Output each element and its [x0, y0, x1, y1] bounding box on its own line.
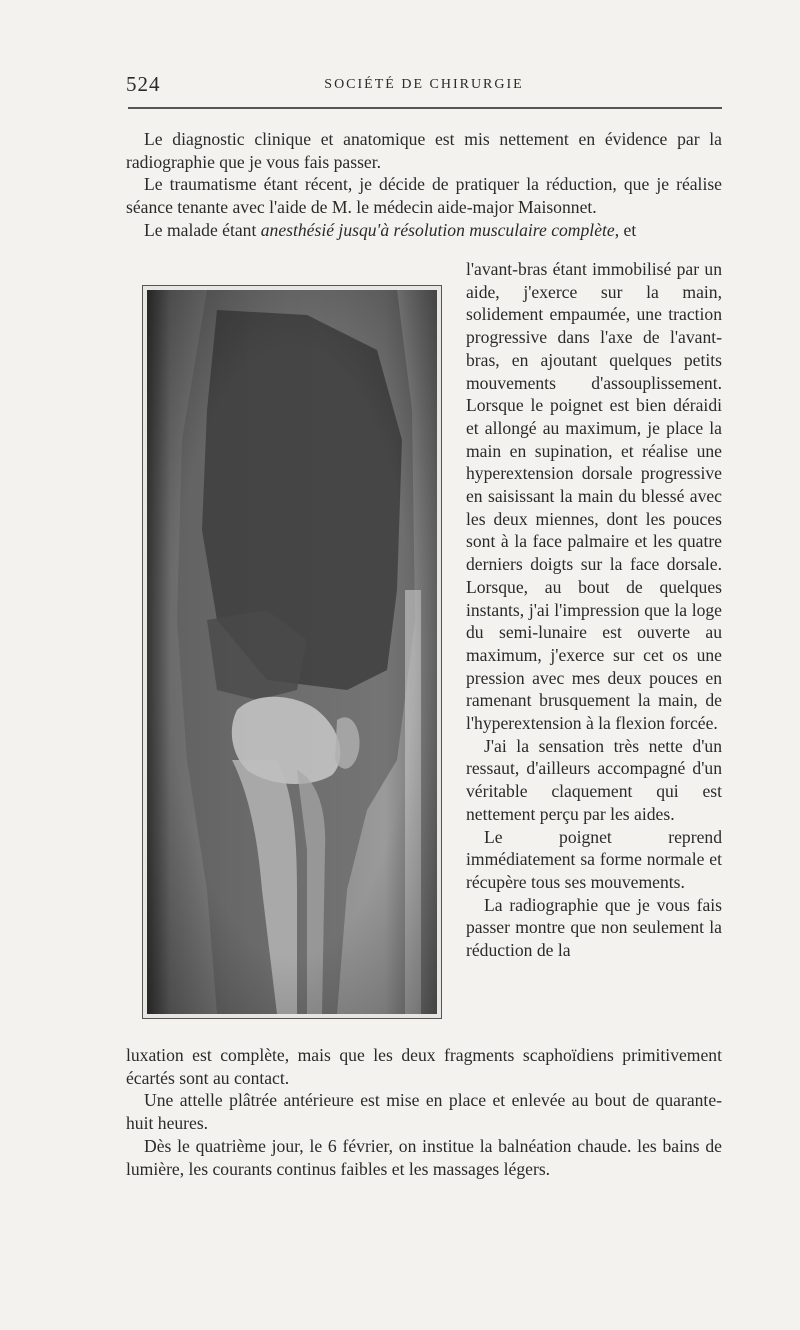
page-header	[126, 70, 722, 98]
paragraph-poignet: Le poignet reprend immédiatement sa forme normale et récupère tous ses mouvements.	[466, 826, 722, 892]
side-column	[466, 258, 722, 962]
paragraph-malade-intro	[126, 219, 722, 242]
top-text-block	[126, 128, 722, 242]
running-head: SOCIÉTÉ DE CHIRURGIE	[324, 77, 524, 92]
bottom-text-block	[126, 1044, 722, 1180]
paragraph-traumatisme: Le traumatisme étant récent, je décide de pratiquer la réduction, que je réalise séance tenante avec l'aide de M. le médecin aide-major Maisonnet.	[126, 174, 722, 218]
paragraph-radiographie-start: La radiographie que je vous fais passer montre que non seulement la réduction de la	[466, 894, 722, 961]
paragraph-balneation: Dès le quatrième jour, le 6 février, on institue la balnéation chaude. les bains de lumière, les courants continus faibles et les massages légers.	[126, 1135, 722, 1179]
page-number: 524	[126, 72, 161, 96]
radiograph-figure	[142, 285, 442, 1019]
paragraph-traction: l'avant-bras étant immobilisé par un aide, j'exerce sur la main, solidement empaumée, une traction progressive dans l'axe de l'avant-bras, en ajoutant quelques petits mouvements d'assouplissement. Lorsque le poignet est bien déraidi et allongé au maximum, je place la main en supination, et réalise une hyperextension dorsale progressive en saisissant la main du blessé avec les deux miennes, dont les pouces sont à la face palmaire et les quatre derniers doigts sur la face dorsale. Lorsque, au bout de quelques instants, j'ai l'impression que la loge du semi-lunaire est ouverte au maximum, j'exerce sur cet os une pression avec mes deux pouces en ramenant brusquement la main, de l'hyperextension à la flexion forcée.	[466, 259, 722, 734]
paragraph-attelle: Une attelle plâtrée antérieure est mise en place et enlevée au bout de quarante-huit heures.	[126, 1090, 722, 1134]
paragraph-radiographie-cont: luxation est complète, mais que les deux fragments scaphoïdiens primitivement écartés sont au contact.	[126, 1045, 722, 1088]
paragraph-diagnostic: Le diagnostic clinique et anatomique est mis nettement en évidence par la radiographie que je vous fais passer.	[126, 129, 722, 172]
paragraph-ressaut: J'ai la sensation très nette d'un ressaut, d'ailleurs accompagné d'un véritable claquement qui est nettement perçu par les aides.	[466, 735, 722, 824]
wrist-radiograph-image	[147, 290, 437, 1014]
intro-text-start: Le malade étant	[144, 219, 261, 240]
header-rule	[128, 107, 722, 109]
intro-text-italic: anesthésié jusqu'à résolution musculaire complète	[260, 219, 615, 240]
intro-text-end: , et	[614, 219, 637, 240]
